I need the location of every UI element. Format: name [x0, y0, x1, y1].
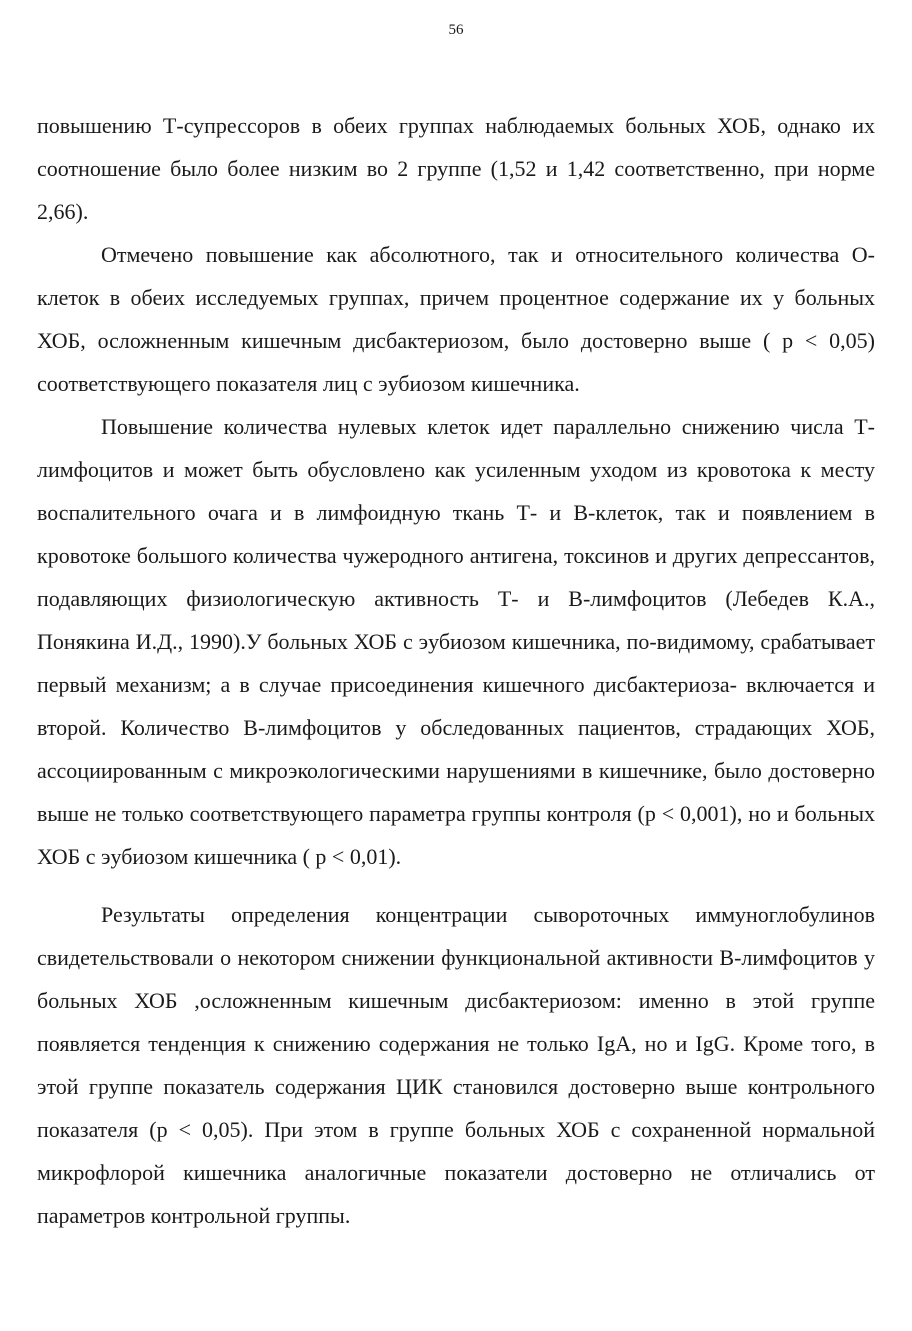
body-text [37, 104, 875, 1237]
paragraph-4: Результаты определения концентрации сывороточных иммуноглобулинов свидетельствовали о некотором снижении функциональной активности В-лимфоцитов у больных ХОБ ,осложненным кишечным дисбактериозом: именно в этой группе появляется тенденция к снижению содержания не только IgA, но и IgG. Кроме того, в этой группе показатель содержания ЦИК становился достоверно выше контрольного показателя (p < 0,05). При этом в группе больных ХОБ с сохраненной нормальной микрофлорой кишечника аналогичные показатели достоверно не отличались от параметров контрольной группы. [37, 902, 875, 1228]
paragraph-3: Повышение количества нулевых клеток идет параллельно снижению числа Т-лимфоцитов и может быть обусловлено как усиленным уходом из кровотока к месту воспалительного очага и в лимфоидную ткань Т- и В-клеток, так и появлением в кровотоке большого количества чужеродного антигена, токсинов и других депрессантов, подавляющих физиологическую активность Т- и В-лимфоцитов (Лебедев К.А., Понякина И.Д., 1990).У больных ХОБ с эубиозом кишечника, по-видимому, срабатывает первый механизм; а в случае присоединения кишечного дисбактериоза- включается и второй. Количество В-лимфоцитов у обследованных пациентов, страдающих ХОБ, ассоциированным с микроэкологическими нарушениями в кишечнике, было достоверно выше не только соответствующего параметра группы контроля (p < 0,001), но и больных ХОБ с эубиозом кишечника ( p < 0,01). [37, 414, 875, 869]
page-number: 56 [448, 22, 464, 38]
paragraph-2: Отмечено повышение как абсолютного, так и относительного количества О-клеток в обеих исследуемых группах, причем процентное содержание их у больных ХОБ, осложненным кишечным дисбактериозом, было достоверно выше ( p < 0,05) соответствующего показателя лиц с эубиозом кишечника. [37, 242, 875, 396]
paragraph-1: повышению Т-супрессоров в обеих группах наблюдаемых больных ХОБ, однако их соотношение было более низким во 2 группе (1,52 и 1,42 соответственно, при норме 2,66). [37, 113, 875, 224]
